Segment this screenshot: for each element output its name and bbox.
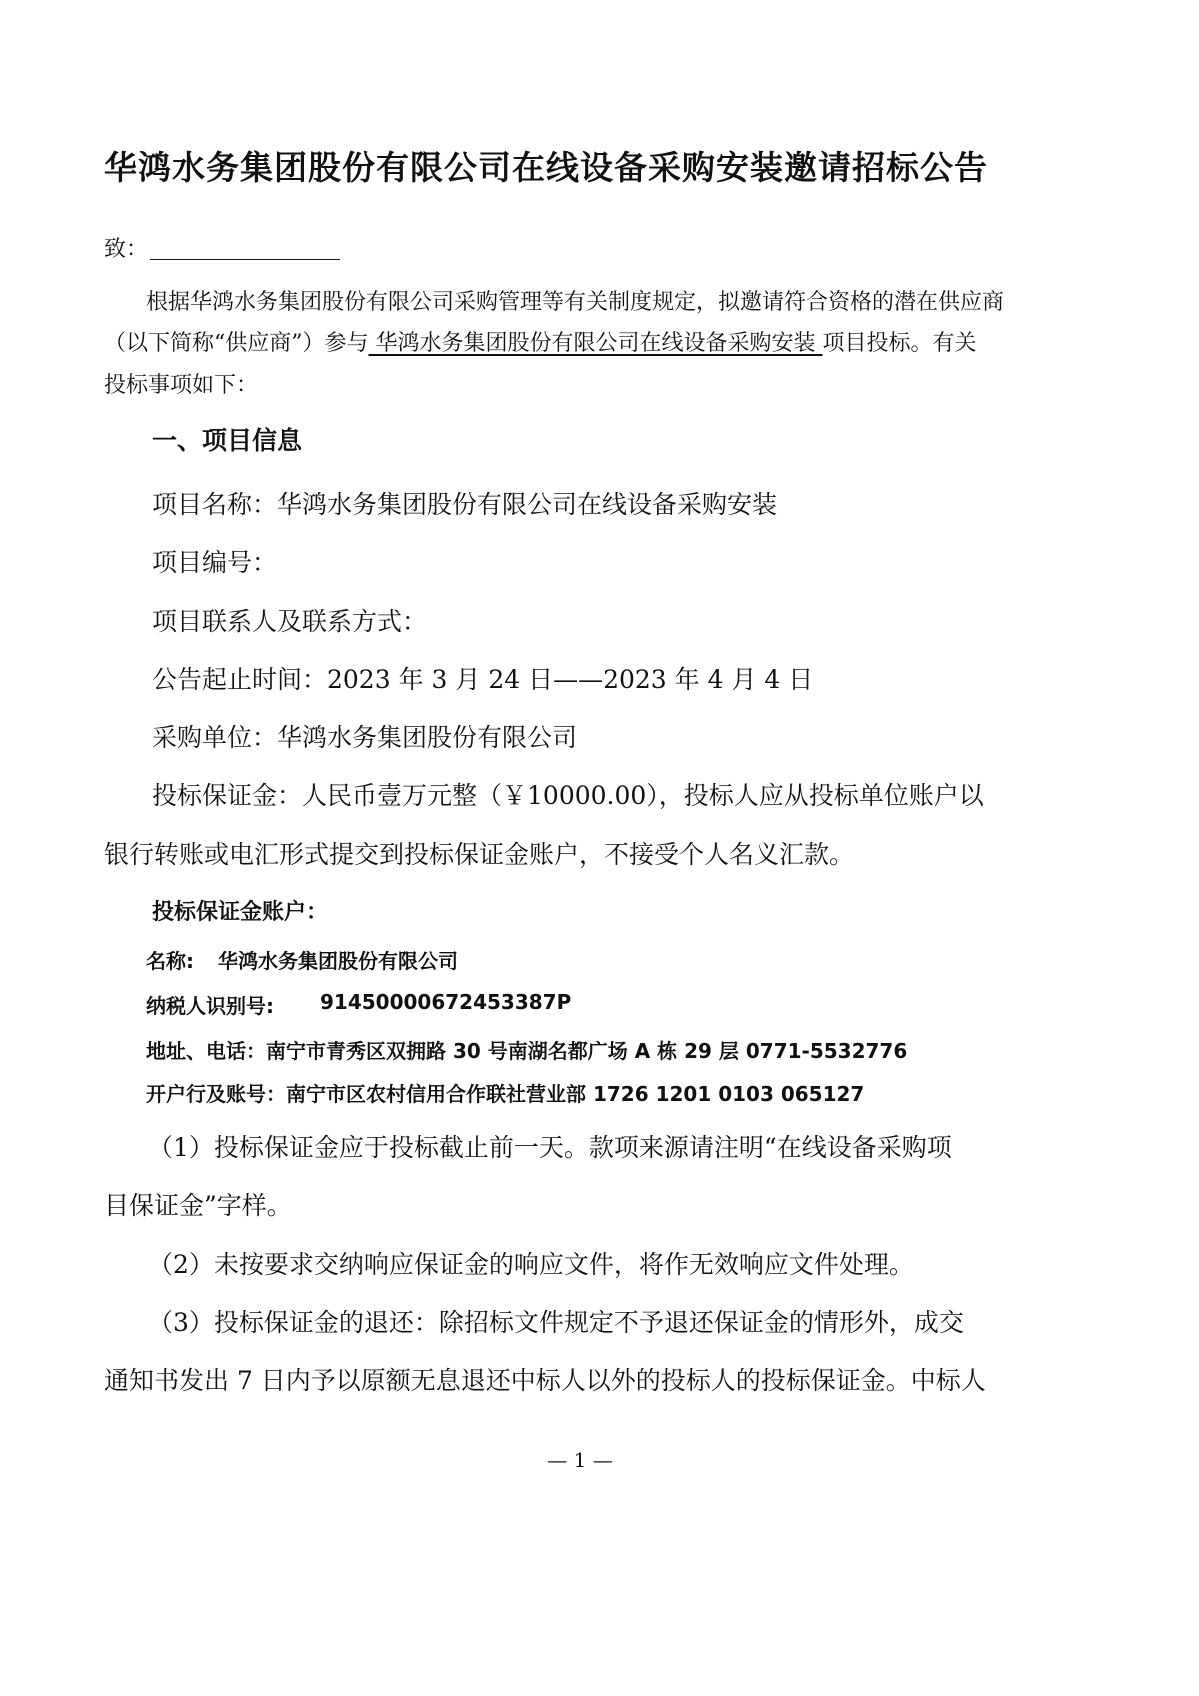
project-contact: 项目联系人及联系方式： xyxy=(152,607,428,636)
bank-value: 南宁市区农村信用合作联社营业部 1726 1201 0103 065127 xyxy=(286,1082,865,1106)
account-heading: 投标保证金账户： xyxy=(152,900,329,925)
deposit-line-1: 投标保证金：人民币壹万元整（￥10000.00），投标人应从投标单位账户以 xyxy=(152,781,984,810)
tax-id-value: 91450000672453387P xyxy=(320,990,572,1014)
note-2: （2）未按要求交纳响应保证金的响应文件，将作无效响应文件处理。 xyxy=(148,1250,914,1279)
address-row xyxy=(146,1035,907,1064)
address-label: 地址、电话： xyxy=(146,1039,266,1063)
intro-line-2 xyxy=(104,326,977,357)
document-title: 华鸿水务集团股份有限公司在线设备采购安装邀请招标公告 xyxy=(104,148,988,187)
purchasing-unit: 采购单位：华鸿水务集团股份有限公司 xyxy=(152,723,578,752)
addressee-line xyxy=(104,232,340,263)
section-heading-project-info: 一、项目信息 xyxy=(152,426,303,455)
note-3-line-2: 通知书发出 7 日内予以原额无息退还中标人以外的投标人的投标保证金。中标人 xyxy=(104,1366,986,1395)
intro-suffix: 项目投标。有关 xyxy=(822,331,977,356)
intro-line-1: 根据华鸿水务集团股份有限公司采购管理等有关制度规定，拟邀请符合资格的潜在供应商 xyxy=(146,290,1005,315)
notice-period: 公告起止时间：2023 年 3 月 24 日——2023 年 4 月 4 日 xyxy=(152,665,814,694)
deposit-line-2: 银行转账或电汇形式提交到投标保证金账户，不接受个人名义汇款。 xyxy=(104,840,855,869)
intro-prefix: （以下简称“供应商”）参与 xyxy=(104,331,369,356)
note-1-line-2: 目保证金”字样。 xyxy=(104,1191,292,1220)
address-value: 南宁市青秀区双拥路 30 号南湖名都广场 A 栋 29 层 0771-5532776 xyxy=(266,1039,908,1063)
addressee-blank xyxy=(150,237,340,260)
tax-id-label: 纳税人识别号: xyxy=(146,994,274,1018)
page-number: — 1 — xyxy=(547,1448,613,1472)
note-3-line-1: （3）投标保证金的退还：除招标文件规定不予退还保证金的情形外，成交 xyxy=(148,1308,964,1337)
intro-project-name: 华鸿水务集团股份有限公司在线设备采购安装 xyxy=(368,331,823,356)
note-1-line-1: （1）投标保证金应于投标截止前一天。款项来源请注明“在线设备采购项 xyxy=(148,1133,952,1162)
tax-id-row xyxy=(146,990,572,1019)
project-number: 项目编号： xyxy=(152,548,278,577)
project-name: 项目名称：华鸿水务集团股份有限公司在线设备采购安装 xyxy=(152,490,778,519)
bank-row xyxy=(146,1078,864,1107)
addressee-label: 致： xyxy=(104,237,149,262)
intro-line-3: 投标事项如下： xyxy=(104,373,259,398)
bank-label: 开户行及账号： xyxy=(146,1082,286,1106)
account-name-row xyxy=(146,945,458,974)
account-name-value: 华鸿水务集团股份有限公司 xyxy=(218,949,458,973)
account-name-label: 名称: xyxy=(146,949,194,973)
